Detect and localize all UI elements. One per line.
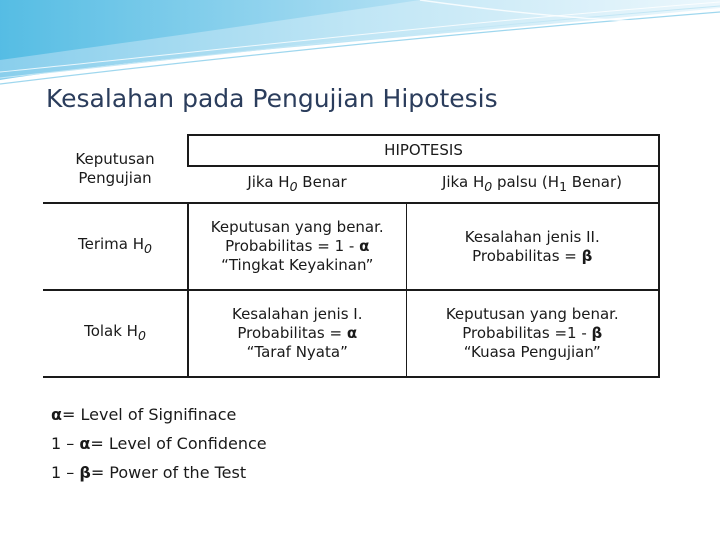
- cell-terima-h0-true: Keputusan yang benar. Probabilitas = 1 - α “Tingkat Keyakinan”: [188, 203, 406, 290]
- table-row-terima: [43, 203, 659, 290]
- cell-tolak-h0-false: Keputusan yang benar. Probabilitas =1 - β “Kuasa Pengujian”: [406, 290, 659, 377]
- header-wave-decoration: [0, 0, 720, 90]
- group-header-hipotesis: HIPOTESIS: [188, 135, 659, 166]
- col-header-h0-false: Jika $H_0$ palsu ($H_1$ Benar): [406, 166, 659, 203]
- legend-item-alpha: α= Level of Signifinace: [51, 405, 237, 424]
- legend-item-power: 1 – β= Power of the Test: [51, 463, 247, 482]
- symbol-legend: [51, 400, 267, 487]
- hypothesis-table: [43, 134, 660, 378]
- col-header-h0-true: Jika $H_0$ Benar: [188, 166, 406, 203]
- corner-label-line1: Keputusan: [75, 149, 155, 168]
- table-row-tolak: [43, 290, 659, 377]
- slide-title: Kesalahan pada Pengujian Hipotesis: [46, 84, 498, 113]
- row-label-tolak: Tolak $H_0$: [43, 290, 188, 377]
- corner-label-line2: Pengujian: [78, 168, 152, 187]
- cell-terima-h0-false: Kesalahan jenis II. Probabilitas = β: [406, 203, 659, 290]
- legend-item-confidence: 1 – α= Level of Confidence: [51, 434, 267, 453]
- cell-tolak-h0-true: Kesalahan jenis I. Probabilitas = α “Taraf Nyata”: [188, 290, 406, 377]
- row-label-terima: Terima $H_0$: [43, 203, 188, 290]
- corner-label: [43, 135, 188, 203]
